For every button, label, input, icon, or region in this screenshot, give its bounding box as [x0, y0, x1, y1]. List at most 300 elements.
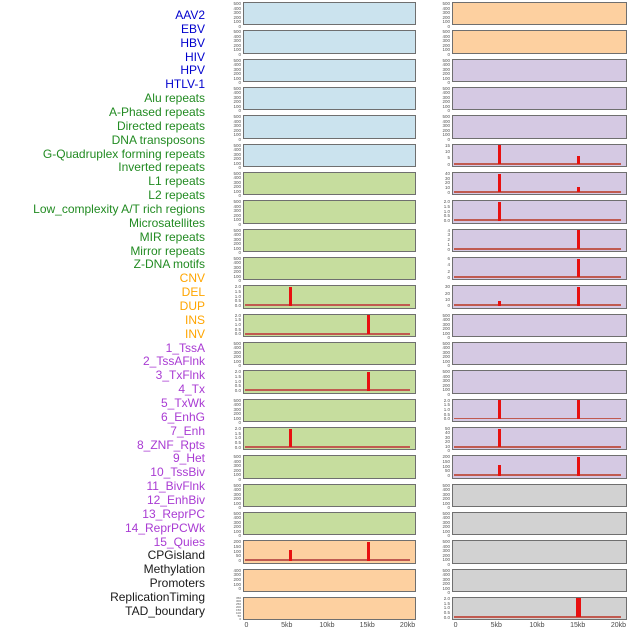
- y-tick-label: 100: [233, 548, 241, 554]
- y-axis-ticks-cpgisland: [424, 482, 450, 511]
- y-tick-label: 100: [233, 581, 241, 587]
- track-panel-l1-repeats: [243, 342, 416, 365]
- y-tick-label: 500: [442, 29, 450, 35]
- y-tick-label: 100: [442, 47, 450, 53]
- y-tick-label: 0: [447, 363, 450, 369]
- y-tick-label: 500: [442, 312, 450, 318]
- track-row-methylation: [442, 510, 627, 539]
- y-tick-label: 0: [238, 250, 241, 256]
- track-panel-l2-repeats: [243, 370, 416, 393]
- track-row-hpv: [233, 114, 416, 142]
- y-tick-label: 0.5: [443, 610, 450, 616]
- signal-baseline: [245, 389, 410, 391]
- track-panel-alu-repeats: [243, 172, 416, 195]
- y-tick-label: 400: [233, 33, 241, 39]
- y-tick-label: 300: [233, 38, 241, 44]
- data-spike: [577, 259, 580, 278]
- track-panel-1-tssa: [452, 59, 627, 82]
- y-tick-label: 100: [442, 585, 450, 591]
- y-tick-label: 10: [444, 185, 450, 191]
- track-label-dna-transposons: DNA transposons: [111, 132, 205, 147]
- x-axis-label-0: 0: [244, 621, 249, 629]
- y-tick-label: 0: [447, 51, 450, 57]
- data-spike: [577, 187, 580, 192]
- y-tick-label: 200: [442, 496, 450, 502]
- y-tick-label: 200: [233, 269, 241, 275]
- track-label-microsatellites: Microsatellites: [128, 215, 205, 230]
- y-tick-label: 0: [447, 246, 450, 252]
- data-spike: [577, 287, 580, 306]
- track-row-directed-repeats: [233, 227, 416, 256]
- y-tick-label: 400: [233, 175, 241, 181]
- track-label-inverted-repeats: Inverted repeats: [118, 160, 205, 175]
- y-tick-label: 200: [233, 496, 241, 502]
- y-tick-label: 2.0: [234, 312, 241, 318]
- y-tick-label: 0.0: [234, 331, 241, 337]
- track-row-del: [233, 567, 416, 592]
- y-tick-label: 0: [447, 590, 450, 596]
- y-tick-label: 0.5: [234, 440, 241, 446]
- y-axis-ticks-10-tssbiv: [424, 312, 450, 341]
- track-label-directed-repeats: Directed repeats: [116, 118, 205, 133]
- y-tick-label: 500: [233, 29, 241, 35]
- y-tick-label: 300: [442, 123, 450, 129]
- track-label-cpgisland: CPGisland: [147, 548, 205, 563]
- y-tick-label: 200: [233, 184, 241, 190]
- y-tick-label: 300: [233, 66, 241, 72]
- y-tick-label: 200: [442, 71, 450, 77]
- track-label-z-dna-motifs: Z-DNA motifs: [133, 257, 205, 272]
- y-tick-label: 0: [238, 586, 241, 592]
- x-axis-left: [243, 622, 416, 630]
- y-axis-ticks-14-reprpcwk: [424, 425, 450, 454]
- y-tick-label: 500: [442, 482, 450, 488]
- track-label-mir-repeats: MIR repeats: [139, 229, 205, 244]
- track-panel-mirror-repeats: [243, 484, 416, 507]
- y-tick-label: 200: [233, 156, 241, 162]
- track-panel-g-quadruplex-forming-repeats: [243, 285, 416, 308]
- track-panel-htlv-1: [243, 144, 416, 167]
- y-tick-label: 400: [233, 118, 241, 124]
- y-tick-label: 15: [444, 142, 450, 148]
- y-tick-label: 500: [442, 85, 450, 91]
- y-tick-label: 200: [233, 14, 241, 20]
- track-panel-a-phased-repeats: [243, 200, 416, 223]
- y-tick-label: 1.0: [443, 407, 450, 413]
- signal-baseline: [454, 474, 621, 476]
- y-tick-label: 0: [447, 108, 450, 114]
- y-tick-label: 400: [442, 90, 450, 96]
- y-tick-label: 100: [442, 528, 450, 534]
- y-tick-label: 300: [442, 491, 450, 497]
- track-row-l1-repeats: [233, 340, 416, 369]
- y-tick-label: 0.0: [443, 218, 450, 224]
- y-tick-label: 0: [447, 561, 450, 567]
- y-tick-label: 4: [447, 262, 450, 268]
- y-tick-label: 200: [233, 577, 241, 582]
- y-tick-label: 1.0: [234, 378, 241, 384]
- data-spike: [498, 400, 501, 419]
- y-tick-label: 100: [233, 103, 241, 109]
- track-label-cnv: CNV: [179, 271, 205, 286]
- track-panel-column-right: [442, 1, 627, 620]
- track-panel-ebv: [243, 30, 416, 53]
- y-tick-label: 150: [233, 543, 241, 549]
- y-axis-ticks-12-enhbiv: [424, 369, 450, 397]
- y-tick-label: 300: [233, 572, 241, 578]
- signal-baseline: [245, 446, 410, 448]
- track-panel-directed-repeats: [243, 229, 416, 252]
- y-axis-ticks-mirror-repeats: [215, 482, 241, 511]
- y-tick-label: 200: [442, 524, 450, 530]
- track-row-l2-repeats: [234, 369, 416, 394]
- x-axis-label-10kb: 10kb: [529, 621, 545, 629]
- y-tick-label: 0.5: [234, 298, 241, 304]
- y-axis-ticks-l1-repeats: [215, 340, 241, 369]
- y-tick-label: 1: [447, 241, 450, 247]
- track-panel-ins: [452, 2, 627, 25]
- y-axis-ticks-promoters: [424, 539, 450, 567]
- y-tick-label: 300: [233, 463, 241, 469]
- y-tick-label: 200: [442, 354, 450, 360]
- y-tick-label: 100: [442, 557, 450, 563]
- y-tick-label: 500: [442, 510, 450, 516]
- y-tick-label: 400: [233, 260, 241, 266]
- y-tick-label: 400: [233, 5, 241, 11]
- track-label-g-quadruplex-forming-repeats: G-Quadruplex forming repeats: [42, 146, 205, 161]
- y-tick-label: 200: [442, 581, 450, 587]
- y-tick-label: 0.0: [234, 303, 241, 309]
- track-panel-low-complexity-a-t-rich-regions: [243, 399, 416, 422]
- y-tick-label: 500: [233, 482, 241, 488]
- track-row-8-znf-rpts: [447, 255, 627, 280]
- y-tick-label: 100: [442, 103, 450, 109]
- track-label-hbv: HBV: [180, 35, 205, 50]
- y-axis-ticks-hbv: [215, 57, 241, 86]
- signal-baseline: [454, 616, 621, 618]
- y-tick-label: 200: [235, 604, 241, 609]
- data-spike: [289, 429, 292, 448]
- y-tick-label: 0: [238, 533, 241, 539]
- y-tick-label: 0: [447, 303, 450, 309]
- track-panel-inv: [452, 30, 627, 53]
- y-tick-label: 100: [233, 188, 241, 194]
- y-tick-label: 100: [442, 132, 450, 138]
- y-axis-ticks-7-enh: [424, 229, 450, 252]
- track-label-ebv: EBV: [180, 21, 205, 36]
- track-label-15-quies: 15_Quies: [153, 534, 205, 549]
- y-tick-label: 0: [239, 616, 241, 621]
- y-tick-label: 100: [233, 47, 241, 53]
- track-panel-promoters: [452, 540, 627, 563]
- y-tick-label: 0: [238, 80, 241, 86]
- y-tick-label: 100: [233, 273, 241, 279]
- signal-baseline: [454, 219, 621, 221]
- data-spike: [498, 174, 501, 193]
- y-tick-label: 400: [233, 232, 241, 238]
- track-row-z-dna-motifs: [233, 510, 416, 539]
- y-tick-label: 0.0: [234, 444, 241, 450]
- y-tick-label: 500: [233, 114, 241, 120]
- track-row-5-txwk: [444, 170, 627, 195]
- data-spike: [498, 301, 501, 306]
- y-tick-label: 100: [233, 75, 241, 81]
- y-tick-label: 2: [447, 268, 450, 274]
- y-tick-label: 500: [442, 369, 450, 375]
- y-tick-label: 400: [233, 487, 241, 493]
- track-panel-4-tx: [452, 144, 627, 167]
- y-tick-label: 1.0: [443, 208, 450, 214]
- track-panel-microsatellites: [243, 427, 416, 450]
- track-panel-5-txwk: [452, 172, 627, 195]
- y-tick-label: 400: [442, 5, 450, 11]
- y-tick-label: 500: [233, 255, 241, 261]
- y-tick-label: 300: [233, 519, 241, 525]
- track-label-del: DEL: [181, 285, 205, 300]
- y-axis-ticks-8-znf-rpts: [424, 257, 450, 280]
- y-tick-label: 20: [444, 439, 450, 445]
- y-tick-label: 200: [233, 241, 241, 247]
- track-panel-replicationtiming: [452, 569, 627, 592]
- y-tick-label: 200: [233, 212, 241, 218]
- y-tick-label: 400: [442, 487, 450, 493]
- y-tick-label: 0.5: [443, 213, 450, 219]
- y-tick-label: 0.5: [234, 383, 241, 389]
- y-tick-label: 2.0: [443, 397, 450, 403]
- signal-baseline: [454, 248, 621, 250]
- track-label-11-bivflnk: 11_BivFlnk: [146, 479, 205, 494]
- y-tick-label: 300: [233, 179, 241, 185]
- y-tick-label: 0: [238, 23, 241, 29]
- y-tick-label: 300: [442, 321, 450, 327]
- y-tick-label: 10: [444, 443, 450, 449]
- y-tick-label: 400: [233, 147, 241, 153]
- y-tick-label: 10: [444, 296, 450, 302]
- y-axis-ticks-ins: [424, 1, 450, 29]
- y-axis-ticks-13-reprpc: [424, 399, 450, 422]
- y-tick-label: 200: [233, 42, 241, 48]
- y-tick-label: 200: [233, 99, 241, 105]
- track-label-1-tssa: 1_TssA: [165, 340, 205, 355]
- y-axis-ticks-a-phased-repeats: [215, 199, 241, 227]
- y-tick-label: 100: [233, 358, 241, 364]
- y-axis-ticks-3-txflnk: [424, 114, 450, 142]
- track-row-cpgisland: [442, 482, 627, 511]
- y-tick-label: 200: [233, 539, 241, 545]
- track-row-mir-repeats: [233, 454, 416, 482]
- y-tick-label: 300: [442, 66, 450, 72]
- y-tick-label: 0: [447, 448, 450, 454]
- y-tick-label: 4: [447, 227, 450, 233]
- track-label-l1-repeats: L1 repeats: [148, 174, 205, 189]
- y-tick-label: 2.0: [443, 199, 450, 205]
- signal-baseline: [245, 333, 410, 335]
- track-row-ebv: [233, 29, 416, 57]
- y-tick-label: 400: [442, 373, 450, 379]
- y-tick-label: 200: [233, 467, 241, 473]
- track-panel-column-left: [233, 1, 416, 621]
- track-panel-dna-transposons: [243, 257, 416, 280]
- track-row-9-het: [444, 284, 627, 309]
- y-axis-ticks-dna-transposons: [215, 255, 241, 284]
- track-row-10-tssbiv: [442, 312, 627, 341]
- data-spike: [367, 315, 370, 334]
- track-panel-z-dna-motifs: [243, 512, 416, 535]
- y-tick-label: 350: [235, 595, 241, 600]
- track-row-htlv-1: [233, 142, 416, 171]
- signal-baseline: [454, 418, 621, 420]
- y-tick-label: 0: [238, 476, 241, 482]
- y-tick-label: 300: [233, 264, 241, 270]
- y-tick-label: 30: [444, 175, 450, 181]
- track-label-13-reprpc: 13_ReprPC: [142, 506, 205, 521]
- y-tick-label: 100: [442, 358, 450, 364]
- data-spike: [289, 287, 292, 306]
- track-panel-9-het: [452, 285, 627, 308]
- y-tick-label: 20: [444, 290, 450, 296]
- data-spike: [367, 542, 370, 561]
- y-tick-label: 250: [235, 601, 241, 606]
- y-tick-label: 500: [233, 397, 241, 403]
- track-panel-2-tssaflnk: [452, 87, 627, 110]
- track-panel-methylation: [452, 512, 627, 535]
- y-tick-label: 500: [442, 1, 450, 6]
- y-tick-label: 400: [233, 402, 241, 408]
- track-row-mirror-repeats: [233, 482, 416, 511]
- y-tick-label: 300: [442, 94, 450, 100]
- y-tick-label: 400: [233, 62, 241, 68]
- track-row-6-enhg: [443, 199, 627, 224]
- y-tick-label: 400: [442, 345, 450, 351]
- track-row-4-tx: [444, 142, 627, 167]
- y-tick-label: 1.5: [234, 317, 241, 323]
- track-label-alu-repeats: Alu repeats: [144, 91, 205, 106]
- y-tick-label: 500: [233, 510, 241, 516]
- y-tick-label: 0: [447, 473, 450, 479]
- x-axis-label-10kb: 10kb: [319, 621, 335, 629]
- y-tick-label: 100: [442, 387, 450, 393]
- y-tick-label: 100: [233, 415, 241, 421]
- track-panel-dup: [243, 597, 416, 620]
- track-label-9-het: 9_Het: [172, 451, 205, 466]
- track-label-a-phased-repeats: A-Phased repeats: [108, 104, 205, 119]
- y-axis-ticks-l2-repeats: [215, 370, 241, 393]
- y-tick-label: 300: [233, 10, 241, 15]
- track-row-7-enh: [447, 227, 627, 252]
- track-row-a-phased-repeats: [233, 199, 416, 227]
- y-tick-label: 1.5: [234, 289, 241, 294]
- track-label-6-enhg: 6_EnhG: [160, 409, 205, 424]
- y-tick-label: 300: [442, 548, 450, 554]
- y-axis-ticks-z-dna-motifs: [215, 510, 241, 539]
- y-tick-label: 0: [447, 505, 450, 511]
- y-tick-label: 400: [233, 567, 241, 573]
- y-tick-label: 0.0: [443, 416, 450, 422]
- track-label-2-tssaflnk: 2_TssAFlnk: [142, 354, 205, 369]
- y-axis-ticks-replicationtiming: [424, 567, 450, 596]
- track-row-dup: [235, 595, 416, 621]
- track-label-4-tx: 4_Tx: [178, 382, 205, 397]
- y-tick-label: 40: [444, 430, 450, 436]
- track-label-l2-repeats: L2 repeats: [148, 188, 205, 203]
- track-label-10-tssbiv: 10_TssBiv: [150, 465, 205, 480]
- y-axis-ticks-15-quies: [424, 455, 450, 478]
- data-spike: [498, 465, 501, 475]
- track-panel-tad-boundary: [452, 597, 627, 620]
- x-axis-label-5kb: 5kb: [490, 621, 502, 629]
- y-tick-label: 0: [447, 136, 450, 142]
- y-axis-ticks-tad-boundary: [424, 597, 450, 620]
- y-tick-label: 0: [238, 51, 241, 57]
- y-tick-label: 100: [442, 500, 450, 506]
- y-axis-ticks-htlv-1: [215, 142, 241, 171]
- y-tick-label: 300: [235, 598, 241, 603]
- y-tick-label: 30: [444, 284, 450, 290]
- y-axis-ticks-del: [215, 569, 241, 592]
- y-tick-label: 300: [442, 378, 450, 384]
- track-label-7-enh: 7_Enh: [170, 423, 205, 438]
- x-axis-label-0: 0: [453, 621, 458, 629]
- y-tick-label: 10: [444, 148, 450, 154]
- y-tick-label: 0.5: [234, 326, 241, 332]
- data-spike: [577, 156, 580, 164]
- y-tick-label: 500: [233, 57, 241, 63]
- track-label-14-reprpcwk: 14_ReprPCWk: [124, 520, 205, 535]
- y-tick-label: 200: [233, 524, 241, 530]
- y-axis-ticks-inverted-repeats: [215, 314, 241, 337]
- y-tick-label: 100: [442, 463, 450, 469]
- y-tick-label: 3: [447, 232, 450, 238]
- track-label-tad-boundary: TAD_boundary: [125, 603, 205, 618]
- y-tick-label: 5: [447, 155, 450, 161]
- y-tick-label: 1.0: [234, 322, 241, 328]
- y-tick-label: 100: [442, 19, 450, 24]
- y-tick-label: 300: [233, 208, 241, 214]
- y-tick-label: 2.0: [443, 595, 450, 601]
- track-panel-8-znf-rpts: [452, 257, 627, 280]
- y-tick-label: 300: [233, 349, 241, 355]
- y-tick-label: 20: [444, 180, 450, 186]
- track-row-g-quadruplex-forming-repeats: [234, 284, 416, 309]
- x-axis-right: [452, 622, 627, 630]
- track-panel-inverted-repeats: [243, 314, 416, 337]
- y-tick-label: 40: [444, 170, 450, 176]
- y-axis-ticks-low-complexity-a-t-rich-regions: [215, 397, 241, 426]
- y-axis-ticks-6-enhg: [424, 200, 450, 223]
- y-axis-ticks-hpv: [215, 114, 241, 142]
- y-axis-ticks-dup: [215, 597, 241, 620]
- track-panel-cnv: [243, 540, 416, 563]
- y-tick-label: 1.0: [234, 435, 241, 441]
- y-tick-label: 0: [447, 274, 450, 280]
- y-tick-label: 400: [233, 345, 241, 351]
- y-tick-label: 0: [238, 193, 241, 199]
- track-label-8-znf-rpts: 8_ZNF_Rpts: [136, 437, 205, 452]
- y-tick-label: 100: [442, 330, 450, 336]
- y-tick-label: 200: [442, 382, 450, 388]
- signal-baseline: [245, 559, 410, 561]
- track-row-14-reprpcwk: [444, 425, 627, 454]
- track-label-hiv: HIV: [184, 49, 205, 64]
- track-row-cnv: [233, 539, 416, 564]
- track-row-microsatellites: [234, 425, 416, 450]
- y-axis-ticks-1-tssa: [424, 57, 450, 86]
- y-tick-label: 300: [442, 349, 450, 355]
- y-axis-ticks-methylation: [424, 510, 450, 539]
- track-label-hpv: HPV: [180, 63, 205, 78]
- y-tick-label: 400: [442, 515, 450, 521]
- y-tick-label: 400: [442, 33, 450, 39]
